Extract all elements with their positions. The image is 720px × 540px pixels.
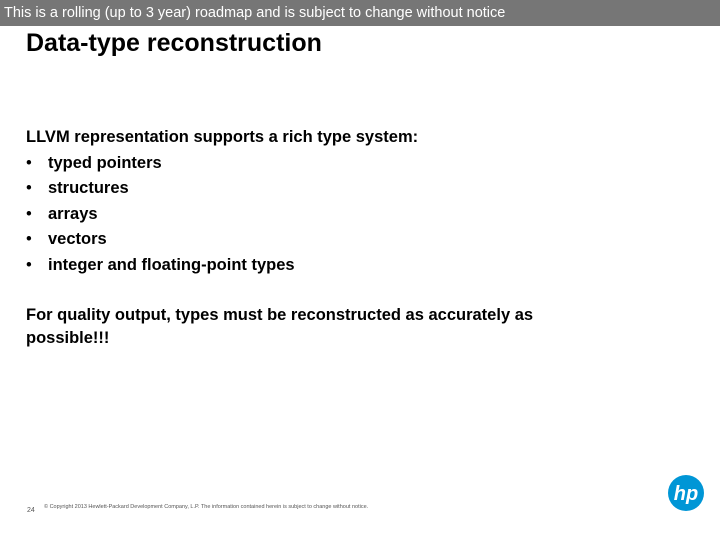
list-item bbox=[26, 253, 626, 279]
page-number: 24 bbox=[27, 507, 35, 514]
list-item bbox=[26, 176, 626, 202]
bullet-icon: • bbox=[26, 204, 32, 223]
bullet-icon: • bbox=[26, 179, 32, 197]
bullet-icon: • bbox=[26, 255, 32, 274]
list-item bbox=[26, 227, 626, 253]
conclusion-text: For quality output, types must be reconstructed as accurately as possible!!! bbox=[26, 306, 534, 347]
bullet-icon: • bbox=[26, 230, 32, 248]
copyright-notice: © Copyright 2013 Hewlett-Packard Development Company, L.P. The information contained herein is subject to change without notice. bbox=[44, 504, 369, 510]
type-list bbox=[26, 151, 626, 279]
list-item bbox=[26, 202, 626, 228]
intro-text: LLVM representation supports a rich type system: bbox=[26, 128, 419, 146]
slide-title: Data-type reconstruction bbox=[26, 29, 322, 57]
hp-logo-icon bbox=[667, 474, 705, 512]
list-item-text: arrays bbox=[48, 204, 98, 223]
bullet-icon: • bbox=[26, 153, 32, 172]
roadmap-disclaimer-banner: This is a rolling (up to 3 year) roadmap and is subject to change without notice bbox=[0, 0, 720, 26]
list-item bbox=[26, 151, 626, 177]
list-item-text: structures bbox=[48, 179, 129, 197]
hp-logo-text: hp bbox=[673, 483, 699, 505]
list-item-text: vectors bbox=[48, 230, 107, 248]
slide-body bbox=[26, 125, 626, 350]
list-item-text: typed pointers bbox=[48, 153, 162, 172]
list-item-text: integer and floating-point types bbox=[48, 255, 295, 274]
